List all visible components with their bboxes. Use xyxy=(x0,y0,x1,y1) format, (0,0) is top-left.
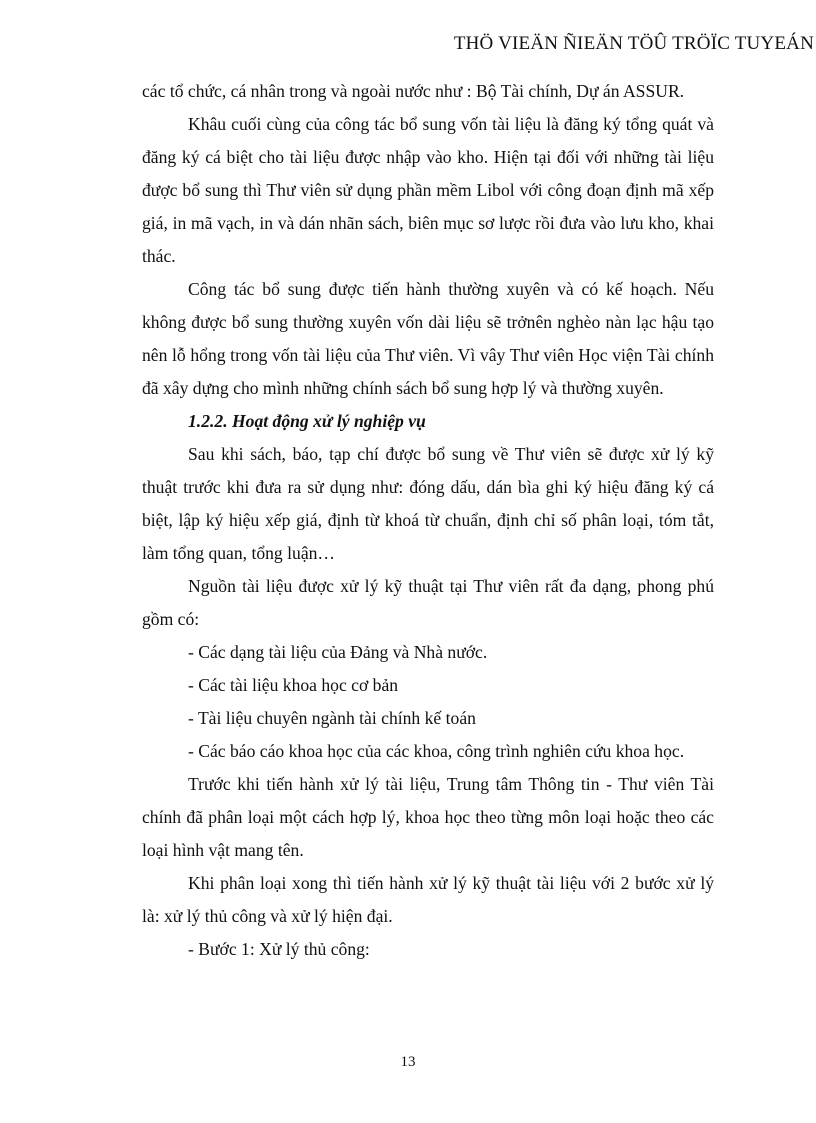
library-watermark-header: THÖ VIEÄN ÑIEÄN TÖÛ TRÖÏC TUYEÁN xyxy=(453,33,814,54)
document-body xyxy=(142,75,714,966)
paragraph-5: Nguồn tài liệu được xử lý kỹ thuật tại Thư viên rất đa dạng, phong phú gồm có: xyxy=(142,576,714,629)
page-number: 13 xyxy=(400,1054,416,1070)
paragraph-4: Sau khi sách, báo, tạp chí được bổ sung về Thư viên sẽ được xử lý kỹ thuật trước khi đưa ra sử dụng như: đóng dấu, dán bìa ghi ký hiệu đăng ký cá biệt, lập ký hiệu xếp giá, định từ khoá từ chuẩn, định chỉ số phân loại, tóm tắt, làm tổng quan, tổng luận… xyxy=(142,444,714,563)
paragraph-1: các tổ chức, cá nhân trong và ngoài nước như : Bộ Tài chính, Dự án ASSUR. xyxy=(142,81,685,101)
paragraph-6: Trước khi tiến hành xử lý tài liệu, Trung tâm Thông tin - Thư viên Tài chính đã phân loại một cách hợp lý, khoa học theo từng môn loại hoặc theo các loại hình vật mang tên. xyxy=(142,774,714,860)
paragraph-3: Công tác bổ sung được tiến hành thường xuyên và có kế hoạch. Nếu không được bổ sung thường xuyên vốn dài liệu sẽ trởnên nghèo nàn lạc hậu tạo nên lỗ hổng trong vốn tài liệu của Thư viên. Vì vây Thư viên Học viện Tài chính đã xây dựng cho mình những chính sách bổ sung hợp lý và thường xuyên. xyxy=(142,279,714,398)
paragraph-7: Khi phân loại xong thì tiến hành xử lý kỹ thuật tài liệu với 2 bước xử lý là: xử lý thủ công và xử lý hiện đại. xyxy=(142,873,714,926)
bullet-item-4: - Các báo cáo khoa học của các khoa, công trình nghiên cứu khoa học. xyxy=(188,741,685,761)
bullet-item-3: - Tài liệu chuyên ngành tài chính kế toán xyxy=(188,708,476,728)
bullet-item-2: - Các tài liệu khoa học cơ bản xyxy=(188,675,399,695)
step-1-heading: - Bước 1: Xử lý thủ công: xyxy=(188,939,370,959)
section-heading: 1.2.2. Hoạt động xử lý nghiệp vụ xyxy=(188,411,426,431)
bullet-item-1: - Các dạng tài liệu của Đảng và Nhà nước. xyxy=(188,642,488,662)
paragraph-2: Khâu cuối cùng của công tác bổ sung vốn tài liệu là đăng ký tổng quát và đăng ký cá biệt cho tài liệu được nhập vào kho. Hiện tại đối với những tài liệu được bổ sung thì Thư viên sử dụng phần mềm Libol với công đoạn định mã xếp giá, in mã vạch, in và dán nhãn sách, biên mục sơ lược rồi đưa vào lưu kho, khai thác. xyxy=(142,114,714,266)
